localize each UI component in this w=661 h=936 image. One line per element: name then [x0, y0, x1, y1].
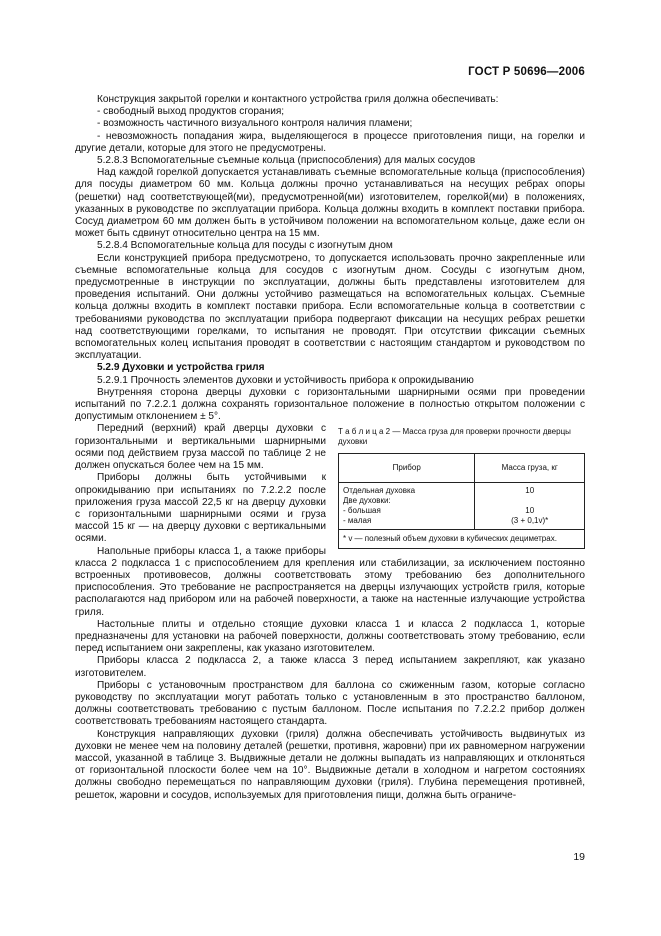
document-header: ГОСТ Р 50696—2006 — [468, 66, 585, 78]
list-item: - невозможность попадания жира, выделяющегося в процессе приготовления пищи, на горелки и другие детали, которые для этого не предусмотрены. — [75, 130, 585, 154]
paragraph: Конструкция направляющих духовки (гриля) должна обеспечивать устойчивость выдвинутых из духовки не менее чем на половину деталей (решетки, противня, жаровни) при их равномерном нагружении массой, указанной в таблице 3. Выдвижные детали не должны выпадать из направляющих и отклоняться от горизонтальной плоскости более чем на 10°. Выдвижные детали в холодном и нагретом состояниях должны свободно перемещаться по направляющим духовки (гриля). Глубина перемещения противней, решеток, жаровни и сосудов, используемых для приготовления пищи, должна быть ограниче- — [75, 728, 585, 801]
list-item: - возможность частичного визуального контроля наличия пламени; — [97, 118, 413, 130]
table-cell-values — [475, 483, 585, 530]
paragraph: Приборы должны быть устойчивыми к опрокидыванию при испытаниях по 7.2.2.2 после приложения груза массой 22,5 кг на дверцу духовки с горизонтальными шарнирными осями и груза массой 15 кг — на дверцу духовки с вертикальными осями. — [75, 472, 326, 545]
paragraph: Над каждой горелкой допускается устанавливать съемные вспомогательные кольца (приспособления) для посуды диаметром 60 мм. Кольца должны прочно устанавливаться на несущих ребрах опоры (решетки) над соответствующей(ми), предусмотренной(ми) изготовителем, горелкой(ми) в положениях, указанных в руководстве по эксплуатации прибора. Кольца должны входить в комплект поставки прибора. Сосуд диаметром 60 мм должен быть в устойчивом положении на вспомогательном кольце, даже если он может быть сдвинут относительно центра на 15 мм. — [75, 167, 585, 240]
table-header-mass: Масса груза, кг — [475, 454, 585, 483]
table-2 — [338, 453, 585, 549]
table-header-device: Прибор — [339, 454, 475, 483]
paragraph: Приборы класса 2 подкласса 2, а также класса 3 перед испытанием закрепляют, как указано изготовителем. — [75, 655, 585, 679]
table-cell: - малая — [343, 516, 372, 526]
page-number: 19 — [573, 851, 585, 863]
paragraph: Настольные плиты и отдельно стоящие духовки класса 1 и класса 2 подкласса 1, которые предназначены для установки на рабочей поверхности, должны соответствовать этому требованию, если перед испытанием они закреплены, как указано изготовителем. — [75, 618, 585, 655]
table-cell: Две духовки: — [343, 496, 391, 506]
paragraph: Конструкция закрытой горелки и контактного устройства гриля должна обеспечивать: — [97, 94, 499, 105]
table-cell-devices — [339, 483, 475, 530]
table-cell: Отдельная духовка — [343, 486, 416, 496]
table-cell: 10 — [525, 486, 535, 496]
list-item: - свободный выход продуктов сгорания; — [97, 106, 285, 118]
table-cell-empty — [479, 496, 580, 506]
table-caption: Т а б л и ц а 2 — Масса груза для проверки прочности дверцы духовки — [338, 427, 571, 447]
table-2-block — [338, 427, 585, 549]
paragraph: Передний (верхний) край дверцы духовки с горизонтальными и вертикальными шарнирными осями под действием груза массой по таблице 2 не должен опускаться более чем на 15 мм. — [75, 423, 326, 472]
subsection-heading: 5.2.8.3 Вспомогательные съемные кольца (приспособления) для малых сосудов — [97, 155, 476, 167]
table-cell: 10 — [525, 506, 535, 516]
paragraph: Внутренняя сторона дверцы духовки с горизонтальными шарнирными осями при проведении испытаний по 7.2.2.1 должна сохранять горизонтальное положение в полностью открытом положении с допустимым отклонением ± 5°. — [75, 386, 585, 423]
table-cell: - большая — [343, 506, 381, 516]
paragraph: Приборы с установочным пространством для баллона со сжиженным газом, которые согласно руководству по эксплуатации могут работать только с установленным в это пространство баллоном, должны соответствовать требованию с пустым баллоном. После испытания по 7.2.2.2 прибор должен соответствовать требованиям настоящего стандарта. — [75, 679, 585, 728]
table-cell: (3 + 0,1v)* — [511, 516, 549, 526]
table-footnote: * v — полезный объем духовки в кубических дециметрах. — [339, 530, 585, 549]
paragraph: Если конструкцией прибора предусмотрено, то допускается использовать прочно закрепленные или съемные вспомогательные кольца для сосудов с изогнутым дном. Сосуды с изогнутым дном, предусмотренные в инструкции по эксплуатации, должны быть представлены изготовителем для проведения испытаний. Они должны устойчиво размещаться на вспомогательных кольцах. Съемные кольца должны входить в комплект поставки прибора. Если вспомогательные кольца в соответствии с требованиями руководства по эксплуатации прибора подвергают фиксации на несущих ребрах решетки над соответствующими горелками, то испытания не проводят. При отсутствии фиксации съемных вспомогательных колец испытания проводят в соответствии с настоящим стандартом и руководством по эксплуатации. — [75, 252, 585, 362]
subsection-heading: 5.2.8.4 Вспомогательные кольца для посуды с изогнутым дном — [97, 240, 393, 252]
section-heading: 5.2.9 Духовки и устройства гриля — [97, 362, 265, 374]
body-text — [75, 94, 585, 802]
subsection-heading: 5.2.9.1 Прочность элементов духовки и устойчивость прибора к опрокидыванию — [97, 374, 474, 386]
paragraph: Напольные приборы класса 1, а также приборы класса 2 подкласса 1 с приспособлением для крепления или стабилизации, за исключением постоянно встроенных противовесов, должны соответствовать этому требованию без дополнительного приспособления. Это требование не распространяется на дверцы излучающих устройств гриля, которые располагаются над прибором или на рабочей поверхности, а также на настенные излучающие устройства гриля. — [75, 545, 585, 618]
